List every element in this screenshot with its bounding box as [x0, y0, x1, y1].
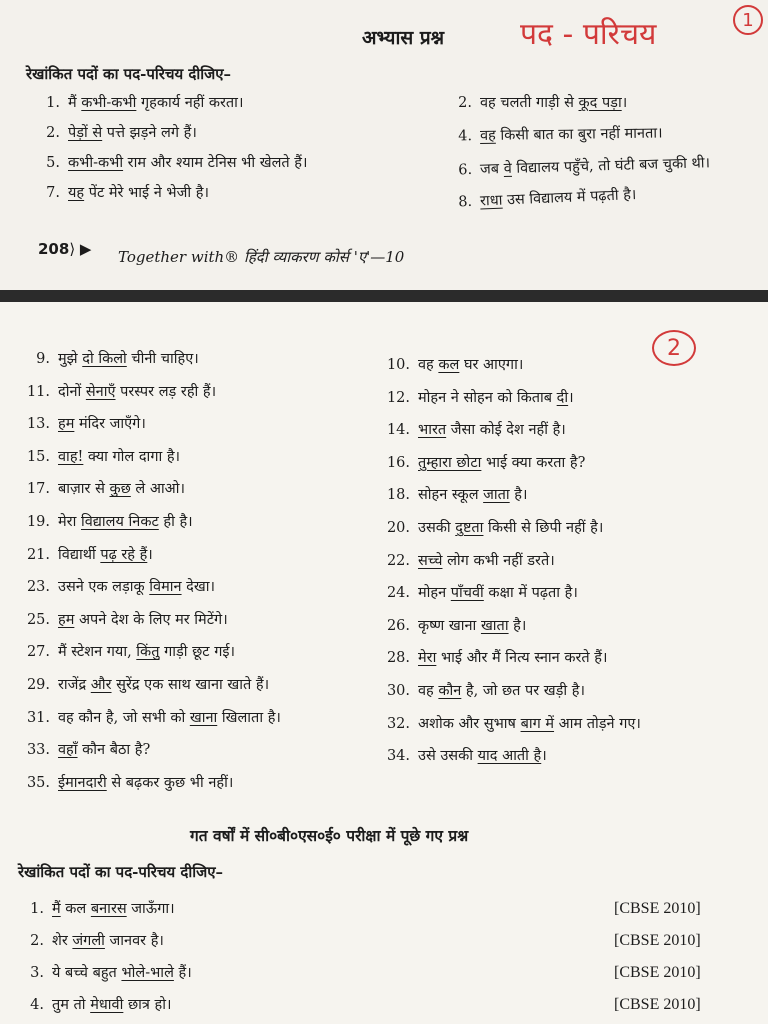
- question-item: [382, 680, 585, 700]
- question-number: 15.: [26, 448, 50, 465]
- question-number: 14.: [386, 422, 410, 439]
- question-number: 6.: [458, 161, 473, 179]
- question-text: उसे उसकी: [418, 748, 478, 765]
- question-item: [22, 674, 269, 694]
- question-text: सुरेंद्र एक साथ खाना खाते हैं।: [111, 677, 270, 693]
- handwritten-number-2: 2: [667, 335, 681, 361]
- question-item: [22, 446, 180, 466]
- question-text: कृष्ण खाना: [418, 617, 481, 634]
- underlined-word: मेधावी: [90, 997, 124, 1013]
- question-text: छात्र हो।: [123, 997, 172, 1013]
- question-item: [382, 647, 607, 667]
- question-number: 2.: [458, 95, 472, 111]
- question-text: जैसा कोई देश नहीं है।: [446, 422, 566, 439]
- underlined-word: जंगली: [72, 933, 105, 949]
- question-item: [382, 745, 547, 765]
- question-number: 4.: [458, 128, 473, 145]
- question-number: 33.: [26, 742, 50, 759]
- question-number: 34.: [386, 748, 410, 765]
- question-text: है।: [509, 487, 528, 504]
- underlined-word: विमान: [149, 579, 182, 596]
- question-number: 7.: [46, 185, 60, 201]
- book-title: Together with® हिंदी व्याकरण कोर्स 'ए'—10: [118, 248, 405, 266]
- underlined-word: कुछ: [109, 481, 131, 498]
- question-item: [382, 550, 555, 570]
- question-number: 11.: [26, 383, 50, 400]
- question-text: उसने एक लड़ाकू: [58, 579, 150, 596]
- question-number: 26.: [386, 617, 410, 634]
- question-text: उसकी: [418, 520, 456, 536]
- underlined-word: कौन: [438, 683, 462, 699]
- question-number: 2.: [46, 125, 60, 141]
- question-text: पत्ते झड़ने लगे हैं।: [102, 125, 197, 141]
- handwritten-number-circle-2: [652, 330, 696, 366]
- question-item: [16, 962, 192, 982]
- question-item: [32, 122, 197, 142]
- exercise-title: अभ्यास प्रश्न: [362, 27, 445, 49]
- question-number: 17.: [26, 481, 50, 498]
- textbook-page-top: [0, 0, 768, 290]
- question-item: [22, 707, 281, 727]
- underlined-word: राधा: [479, 192, 503, 210]
- question-text: तुम तो: [52, 997, 91, 1013]
- question-text: वह: [418, 357, 439, 373]
- question-text: जब: [479, 161, 504, 178]
- question-item: [22, 641, 235, 661]
- section-heading: गत वर्षों में सी०बी०एस०ई० परीक्षा में पूछे गए प्रश्न: [190, 826, 469, 845]
- underlined-word: कभी-कभी: [81, 95, 137, 111]
- question-number: 8.: [457, 193, 473, 211]
- question-text: गृहकार्य नहीं करता।: [136, 95, 244, 111]
- underlined-word: हम: [58, 416, 75, 433]
- question-number: 25.: [26, 611, 50, 628]
- underlined-word: दो किलो: [82, 351, 127, 367]
- question-text: परस्पर लड़ रही हैं।: [115, 383, 217, 400]
- textbook-page-bottom: [0, 302, 768, 1024]
- question-item: [16, 930, 164, 950]
- underlined-word: बाग में: [520, 715, 555, 732]
- question-item: [382, 387, 574, 407]
- underlined-word: बनारस: [90, 901, 127, 917]
- underlined-word: वे: [503, 160, 512, 178]
- underlined-word: मैं: [52, 901, 61, 917]
- question-text: ।: [147, 546, 153, 563]
- question-text: किसी से छिपी नहीं है।: [483, 520, 604, 536]
- question-text: चीनी चाहिए।: [126, 351, 199, 367]
- question-text: क्या गोल दागा है।: [83, 448, 181, 465]
- question-item: [22, 576, 215, 596]
- underlined-word: वहाँ: [58, 742, 78, 759]
- question-text: खिलाता है।: [217, 709, 281, 726]
- question-number: 20.: [386, 520, 410, 536]
- question-item: [22, 544, 153, 564]
- question-text: उस विद्यालय में पढ़ती है।: [502, 186, 637, 209]
- handwritten-number-circle: [733, 5, 763, 35]
- underlined-word: किंतु: [136, 644, 160, 661]
- question-item: [22, 511, 193, 531]
- question-item: [32, 152, 307, 172]
- question-text: वह: [418, 683, 439, 699]
- question-item: [444, 122, 663, 145]
- underlined-word: सच्चे: [418, 552, 443, 569]
- question-item: [22, 609, 228, 629]
- question-item: [382, 484, 528, 504]
- question-text: ।: [621, 95, 628, 111]
- question-item: [444, 152, 710, 179]
- underlined-word: खाता: [480, 617, 509, 634]
- question-text: ही है।: [158, 514, 193, 530]
- question-text: मैं स्टेशन गया,: [58, 644, 137, 661]
- underlined-word: भारत: [418, 422, 447, 439]
- underlined-word: याद आती है: [477, 748, 542, 765]
- question-text: मोहन: [418, 585, 451, 602]
- question-text: ले आओ।: [130, 481, 186, 498]
- question-number: 12.: [386, 389, 410, 406]
- underlined-word: यह: [68, 185, 85, 201]
- exam-reference: [CBSE 2010]: [614, 900, 701, 917]
- question-text: ।: [568, 389, 574, 406]
- question-item: [382, 452, 585, 472]
- question-item: [444, 92, 627, 112]
- question-number: 22.: [386, 552, 410, 569]
- question-number: 19.: [26, 514, 50, 530]
- question-number: 16.: [386, 454, 410, 471]
- underlined-word: वाह!: [58, 448, 84, 465]
- question-text: हैं।: [173, 965, 192, 981]
- underlined-word: तुम्हारा छोटा: [418, 454, 482, 471]
- question-item: [382, 615, 526, 635]
- exam-reference: [CBSE 2010]: [614, 996, 701, 1013]
- question-number: 31.: [26, 709, 50, 726]
- question-text: राम और श्याम टेनिस भी खेलते हैं।: [123, 155, 308, 171]
- question-item: [382, 582, 578, 602]
- question-text: मुझे: [58, 351, 83, 367]
- question-number: 18.: [386, 487, 410, 504]
- question-text: जानवर है।: [104, 933, 164, 949]
- question-item: [444, 184, 637, 212]
- question-text: विद्यार्थी: [58, 546, 101, 563]
- question-item: [382, 419, 566, 439]
- question-number: 35.: [26, 774, 50, 791]
- question-number: 21.: [26, 546, 50, 563]
- question-item: [22, 381, 216, 401]
- underlined-word: पाँचवीं: [450, 585, 484, 602]
- question-text: ये बच्चे बहुत: [52, 965, 122, 981]
- question-number: 1.: [30, 901, 44, 917]
- question-text: मैं: [68, 95, 82, 111]
- question-text: मंदिर जाएँगे।: [74, 416, 146, 433]
- instruction-2: रेखांकित पदों का पद-परिचय दीजिए–: [18, 863, 224, 881]
- underlined-word: दुष्टता: [455, 520, 484, 536]
- question-item: [16, 898, 175, 918]
- question-text: ।: [541, 748, 547, 765]
- underlined-word: कूद पड़ा: [578, 95, 622, 111]
- question-text: आम तोड़ने गए।: [554, 715, 641, 732]
- question-item: [16, 994, 171, 1014]
- question-text: घर आएगा।: [459, 357, 524, 373]
- question-item: [22, 772, 233, 792]
- question-text: बाज़ार से: [58, 481, 110, 498]
- handwritten-number: 1: [742, 9, 754, 31]
- question-text: विद्यालय पहुँचे, तो घंटी बज चुकी थी।: [511, 155, 711, 177]
- question-number: 24.: [386, 585, 410, 602]
- question-number: 2.: [30, 933, 44, 949]
- exam-reference: [CBSE 2010]: [614, 964, 701, 981]
- question-item: [22, 478, 185, 498]
- underlined-word: ईमानदारी: [58, 774, 107, 791]
- question-text: कौन बैठा है?: [77, 742, 151, 759]
- question-text: भाई क्या करता है?: [481, 454, 586, 471]
- underlined-word: और: [90, 677, 112, 693]
- question-text: दोनों: [58, 383, 86, 400]
- question-item: [382, 517, 603, 537]
- question-item: [382, 713, 641, 733]
- question-number: 29.: [26, 677, 50, 693]
- question-text: वह कौन है, जो सभी को: [58, 709, 190, 726]
- question-item: [22, 413, 146, 433]
- question-text: जाऊँगा।: [126, 901, 175, 917]
- handwritten-title: पद - परिचय: [520, 17, 657, 52]
- question-text: देखा।: [181, 579, 215, 596]
- question-text: वह चलती गाड़ी से: [480, 95, 579, 111]
- question-number: 9.: [36, 351, 50, 367]
- question-number: 4.: [30, 997, 44, 1013]
- question-number: 27.: [26, 644, 50, 661]
- question-number: 23.: [26, 579, 50, 596]
- underlined-word: भोले-भाले: [121, 965, 174, 981]
- underlined-word: कभी-कभी: [68, 155, 124, 171]
- question-text: है।: [508, 617, 527, 634]
- question-number: 28.: [386, 650, 410, 667]
- question-text: भाई और मैं नित्य स्नान करते हैं।: [436, 650, 608, 667]
- question-number: 30.: [386, 683, 410, 699]
- question-item: [22, 739, 150, 759]
- question-text: मोहन ने सोहन को किताब: [418, 389, 557, 406]
- question-number: 3.: [30, 965, 44, 981]
- question-item: [32, 92, 243, 112]
- question-text: शेर: [52, 933, 73, 949]
- underlined-word: जाता: [483, 487, 510, 504]
- question-item: [32, 182, 209, 202]
- question-number: 1.: [46, 95, 60, 111]
- question-text: कल: [60, 901, 91, 917]
- question-text: सोहन स्कूल: [418, 487, 484, 504]
- question-number: 5.: [46, 155, 60, 171]
- question-text: राजेंद्र: [58, 677, 91, 693]
- question-text: है, जो छत पर खड़ी है।: [461, 683, 585, 699]
- underlined-word: मेरा: [418, 650, 437, 667]
- underlined-word: विद्यालय निकट: [80, 514, 159, 530]
- question-text: किसी बात का बुरा नहीं मानता।: [495, 125, 663, 144]
- question-text: अपने देश के लिए मर मिटेंगे।: [74, 611, 228, 628]
- underlined-word: दी: [556, 389, 569, 406]
- underlined-word: सेनाएँ: [85, 383, 116, 400]
- question-number: 32.: [386, 715, 410, 732]
- question-item: [22, 348, 199, 368]
- question-text: गाड़ी छूट गई।: [159, 644, 235, 661]
- question-item: [382, 354, 523, 374]
- question-text: मेरा: [58, 514, 81, 530]
- underlined-word: पढ़ रहे हैं: [100, 546, 148, 563]
- underlined-word: वह: [479, 127, 496, 145]
- question-text: लोग कभी नहीं डरते।: [442, 552, 555, 569]
- underlined-word: हम: [58, 611, 75, 628]
- underlined-word: खाना: [189, 709, 218, 726]
- instruction: रेखांकित पदों का पद-परिचय दीजिए–: [26, 65, 232, 83]
- underlined-word: पेड़ों से: [68, 125, 103, 141]
- question-text: पेंट मेरे भाई ने भेजी है।: [84, 185, 209, 201]
- exam-reference: [CBSE 2010]: [614, 932, 701, 949]
- question-text: से बढ़कर कुछ भी नहीं।: [106, 774, 234, 791]
- page-number: 208⟩ ▶: [38, 240, 92, 258]
- underlined-word: कल: [438, 357, 460, 373]
- question-text: अशोक और सुभाष: [418, 715, 521, 732]
- question-number: 10.: [386, 357, 410, 373]
- question-number: 13.: [26, 416, 50, 433]
- question-text: कक्षा में पढ़ता है।: [483, 585, 578, 602]
